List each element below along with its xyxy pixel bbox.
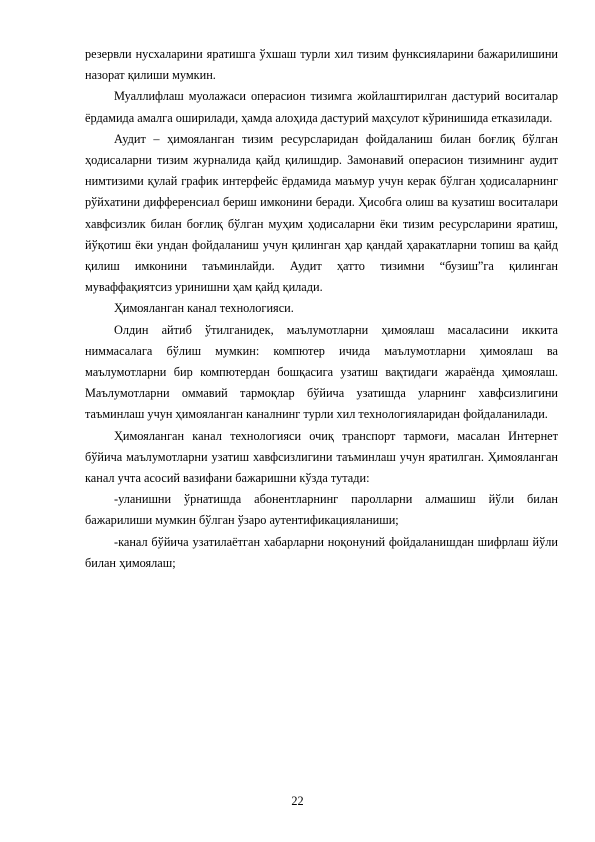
paragraph-data-protection: Олдин айтиб ўтилганидек, маълумотларни ҳимоялаш масаласини иккита ниммасалага бўлиш мумкин: компютер ичида маълумотларни ҳимоялаш ва маълумотларни бир компютердан бошқасига узатиш вақтидаги жараёнда ҳимоялаш. Маълумотларни оммавий тармоқлар бўйича узатишда уларнинг хавфсизлигини таъминлаш учун ҳимояланган каналнинг турли хил технологияларидан фойдаланилади. bbox=[85, 322, 558, 422]
list-item-encryption: -канал бўйича узатилаётган хабарларни ноқонуний фойдаланишдан шифрлаш йўли билан ҳимоялаш; bbox=[85, 534, 558, 570]
document-page bbox=[85, 44, 558, 574]
list-item-authentication: -уланишни ўрнатишда абонентларнинг паролларни алмашиш йўли билан бажарилиши мумкин бўлган ўзаро аутентификацияланиши; bbox=[85, 492, 558, 528]
paragraph-secure-channel: Ҳимояланган канал технологияси очиқ транспорт тармоғи, масалан Интернет бўйича маълумотларни узатиш хавфсизлигини таъминлаш учун яратилган. Ҳимояланган канал учта асосий вазифани бажаришни кўзда тутади: bbox=[85, 428, 558, 486]
paragraph-continuation: резервли нусхаларини яратишга ўхшаш турли хил тизим функсияларини бажарилишини назорат қилиши мумкин. bbox=[85, 47, 558, 83]
paragraph-audit: Аудит – ҳимояланган тизим ресурсларидан фойдаланиш билан боғлиқ бўлган ҳодисаларни тизим журналида қайд қилишдир. Замонавий операсион тизимнинг аудит нимтизими қулай график интерфейс ёрдамида маъмур учун керак бўлган ҳодисаларнинг рўйхатини дифференсиал бериш имконини беради. Ҳисобга олиш ва кузатиш воситалари хавфсизлик билан боғлиқ бўлган муҳим ҳодисаларни ёки тизим ресурсларини яратиш, йўқотиш ёки ундан фойдаланиш учун қилинган ҳар қандай ҳаракатларни топиш ва қайд қилиш имконини таъминлайди. Аудит ҳатто тизимни “бузиш”га қилинган муваффақиятсиз уринишни ҳам қайд қилади. bbox=[85, 131, 558, 295]
section-heading: Ҳимояланган канал технологияси. bbox=[114, 301, 294, 316]
page-number: 22 bbox=[291, 794, 304, 808]
paragraph-authorization: Муаллифлаш муолажаси операсион тизимга жойлаштирилган дастурий воситалар ёрдамида амалга оширилади, ҳамда алоҳида дастурий маҳсулот кўринишида етказилади. bbox=[85, 89, 558, 125]
